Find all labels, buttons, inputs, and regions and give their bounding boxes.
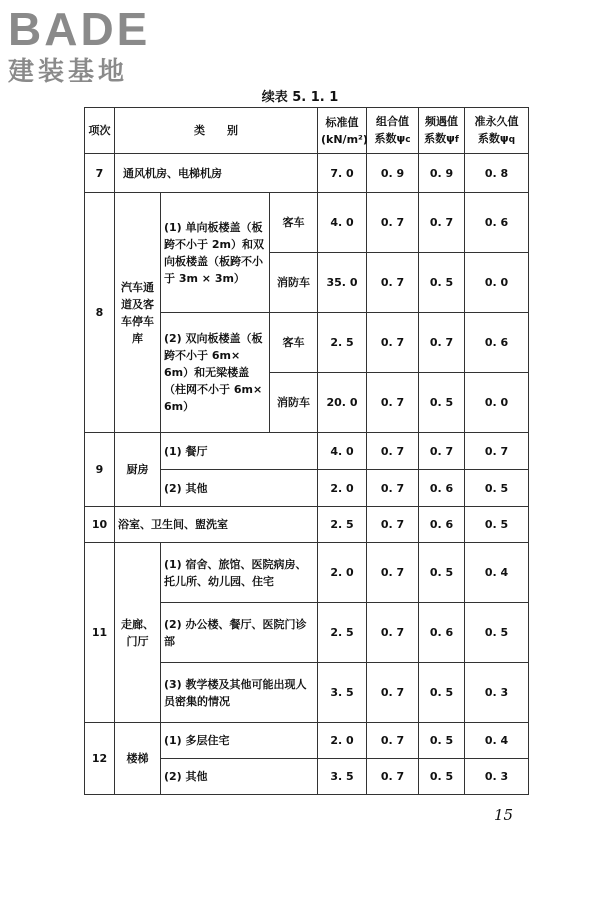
std-value: 2. 5	[318, 603, 367, 663]
vehicle-type: 消防车	[270, 253, 318, 313]
page-number: 15	[494, 806, 514, 824]
freq-value: 0. 7	[419, 313, 465, 373]
freq-value: 0. 7	[419, 193, 465, 253]
freq-value: 0. 5	[419, 373, 465, 433]
freq-value: 0. 5	[419, 253, 465, 313]
subcategory-label: (2) 其他	[161, 470, 318, 507]
table-row	[85, 193, 529, 253]
perm-value: 0. 3	[465, 663, 529, 723]
combo-value: 0. 7	[367, 253, 419, 313]
logo-wordmark: BADE	[8, 3, 151, 55]
combo-value: 0. 9	[367, 154, 419, 193]
subcategory-label: (1) 餐厅	[161, 433, 318, 470]
load-values-table	[84, 107, 529, 795]
table-row	[85, 154, 529, 193]
vehicle-type: 消防车	[270, 373, 318, 433]
combo-value: 0. 7	[367, 193, 419, 253]
std-value: 2. 0	[318, 470, 367, 507]
header-category: 类 别	[115, 108, 318, 154]
subcategory-label: (3) 教学楼及其他可能出现人员密集的情况	[161, 663, 318, 723]
header-combo: 组合值 系数ψc	[367, 108, 419, 154]
freq-value: 0. 6	[419, 507, 465, 543]
freq-value: 0. 7	[419, 433, 465, 470]
logo-subtitle: 建装基地	[8, 57, 129, 87]
vehicle-type: 客车	[270, 193, 318, 253]
subcategory-label: (1) 单向板楼盖（板跨不小于 2m）和双向板楼盖（板跨不小于 3m × 3m）	[161, 193, 270, 313]
bade-logo	[8, 3, 208, 90]
subcategory-label: (2) 办公楼、餐厅、医院门诊部	[161, 603, 318, 663]
std-value: 2. 0	[318, 543, 367, 603]
header-freq: 频遇值 系数ψf	[419, 108, 465, 154]
std-value: 2. 0	[318, 723, 367, 759]
item-number: 10	[85, 507, 115, 543]
perm-value: 0. 5	[465, 507, 529, 543]
perm-value: 0. 4	[465, 543, 529, 603]
table-caption: 续表 5. 1. 1	[261, 90, 339, 105]
std-value: 35. 0	[318, 253, 367, 313]
category-label: 走廊、门厅	[115, 543, 161, 723]
combo-value: 0. 7	[367, 433, 419, 470]
item-number: 8	[85, 193, 115, 433]
subcategory-label: (2) 其他	[161, 759, 318, 795]
category-label: 厨房	[115, 433, 161, 507]
std-value: 4. 0	[318, 433, 367, 470]
perm-value: 0. 4	[465, 723, 529, 759]
category-label: 浴室、卫生间、盥洗室	[115, 507, 318, 543]
subcategory-label: (1) 宿舍、旅馆、医院病房、托儿所、幼儿园、住宅	[161, 543, 318, 603]
std-value: 3. 5	[318, 759, 367, 795]
subcategory-label: (1) 多层住宅	[161, 723, 318, 759]
freq-value: 0. 5	[419, 543, 465, 603]
table-row	[85, 433, 529, 470]
combo-value: 0. 7	[367, 759, 419, 795]
combo-value: 0. 7	[367, 373, 419, 433]
category-label: 楼梯	[115, 723, 161, 795]
combo-value: 0. 7	[367, 470, 419, 507]
freq-value: 0. 6	[419, 603, 465, 663]
std-value: 20. 0	[318, 373, 367, 433]
freq-value: 0. 9	[419, 154, 465, 193]
table-row	[85, 507, 529, 543]
perm-value: 0. 7	[465, 433, 529, 470]
freq-value: 0. 5	[419, 759, 465, 795]
combo-value: 0. 7	[367, 723, 419, 759]
std-value: 7. 0	[318, 154, 367, 193]
perm-value: 0. 5	[465, 470, 529, 507]
freq-value: 0. 5	[419, 663, 465, 723]
table-row	[85, 543, 529, 603]
header-row	[85, 108, 529, 154]
table-row	[85, 723, 529, 759]
perm-value: 0. 8	[465, 154, 529, 193]
item-number: 9	[85, 433, 115, 507]
perm-value: 0. 3	[465, 759, 529, 795]
category-label: 通风机房、电梯机房	[115, 154, 318, 193]
perm-value: 0. 0	[465, 373, 529, 433]
subcategory-label: (2) 双向板楼盖（板跨不小于 6m× 6m）和无梁楼盖（柱网不小于 6m× 6m）	[161, 313, 270, 433]
combo-value: 0. 7	[367, 507, 419, 543]
combo-value: 0. 7	[367, 603, 419, 663]
vehicle-type: 客车	[270, 313, 318, 373]
header-std: 标准值 (kN/m²)	[318, 108, 367, 154]
perm-value: 0. 5	[465, 603, 529, 663]
header-item: 项次	[85, 108, 115, 154]
category-label: 汽车通道及客车停车库	[115, 193, 161, 433]
std-value: 4. 0	[318, 193, 367, 253]
perm-value: 0. 0	[465, 253, 529, 313]
combo-value: 0. 7	[367, 313, 419, 373]
perm-value: 0. 6	[465, 193, 529, 253]
perm-value: 0. 6	[465, 313, 529, 373]
freq-value: 0. 5	[419, 723, 465, 759]
freq-value: 0. 6	[419, 470, 465, 507]
combo-value: 0. 7	[367, 663, 419, 723]
item-number: 12	[85, 723, 115, 795]
item-number: 11	[85, 543, 115, 723]
combo-value: 0. 7	[367, 543, 419, 603]
std-value: 3. 5	[318, 663, 367, 723]
std-value: 2. 5	[318, 313, 367, 373]
header-perm: 准永久值 系数ψq	[465, 108, 529, 154]
std-value: 2. 5	[318, 507, 367, 543]
item-number: 7	[85, 154, 115, 193]
